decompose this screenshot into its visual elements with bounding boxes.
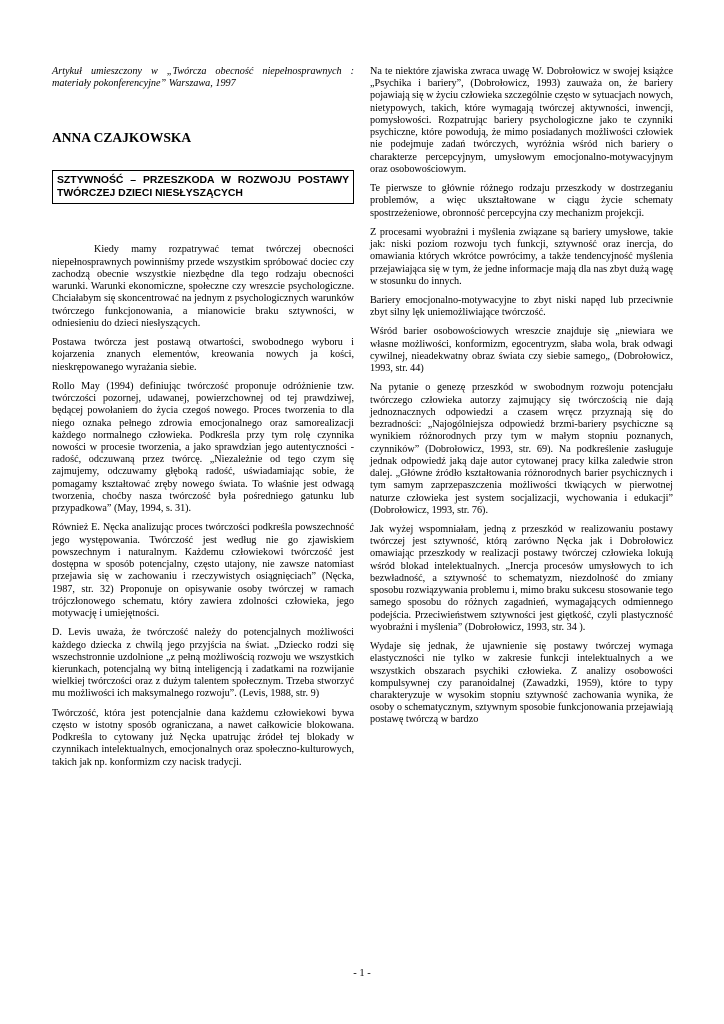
paragraph: Twórczość, która jest potencjalnie dana każdemu człowiekowi bywa często w istotny sposób ograniczana, a nawet całkowicie blokowana. Podkreśla to cytowany już Nęcka upatrując źródeł tej blokady w czynnikach intelektualnych, emocjonalnych oraz społeczno-kulturowych, takich jak np. konformizm czy nacisk tradycji. xyxy=(52,707,354,768)
page-number: - 1 - xyxy=(353,968,371,979)
article-source-note: Artykuł umieszczony w „Twórcza obecność niepełnosprawnych : materiały pokonferencyjne” Warszawa, 1997 xyxy=(52,66,354,90)
paragraph: Na pytanie o genezę przeszkód w swobodnym rozwoju potencjału twórczego człowieka autorzy zajmujący się twórczością nie dają jednoznacznych odpowiedzi a czasem wręcz przyznają się do bezradności: „Najogólniejsza odpowiedź brzmi-bariery psychiczne są wynikiem różnorodnych przy tym w małym stopniu poznanych, czynników” (Dobrołowicz, 1993, str. 69). Na podkreślenie zasługuje jednak odpowiedź jaką daje autor cytowanej pracy kilka zaledwie stron dalej. „Główne źródło kształtowania różnorodnych barier psychicznych i tym samym zaprzepaszczenia możliwości tkwiących w pierwotnej naturze człowieka jest system socjalizacji, wychowania i edukacji” (Dobrołowicz, 1993, str. 76). xyxy=(370,382,673,516)
paragraph: Te pierwsze to głównie różnego rodzaju przeszkody w dostrzeganiu problemów, a więc ukształtowane w ciągu życie schematy spostrzeżeniowe, obronność percepcyjna czy mechanizm projekcji. xyxy=(370,183,673,219)
author-name: ANNA CZAJKOWSKA xyxy=(52,130,192,146)
article-title: SZTYWNOŚĆ – PRZESZKODA W ROZWOJU POSTAWY TWÓRCZEJ DZIECI NIESŁYSZĄCYCH xyxy=(52,170,354,204)
paragraph: Bariery emocjonalno-motywacyjne to zbyt niski napęd lub przeciwnie zbyt silny lęk uniemożliwiające twórczość. xyxy=(370,294,673,319)
paragraph: Wydaje się jednak, że ujawnienie się postawy twórczej wymaga elastyczności nie tylko w zakresie funkcji intelektualnych a we wszystkich obszarach psychiki człowieka. Z analizy osobowości kompulsywnej czy paranoidalnej (Zawadzki, 1959), które to typy charakteryzuje w wysokim stopniu sztywność zachowania wynika, że osoby o schematycznym, sztywnym sposobie funkcjonowania przejawiają postawę twórczą w bardzo xyxy=(370,641,673,726)
paragraph: Jak wyżej wspomniałam, jedną z przeszkód w realizowaniu postawy twórczej jest sztywność, którą zarówno Nęcka jak i Dobrołowicz omawiając przeszkody w realizacji postawy twórczej człowieka lokują wśród blokad intelektualnych. „Inercja procesów umysłowych to ich bezwładność, a sztywność to schematyzm, niezdolność do zmiany sposobu rozwiązywania problemu i, mimo braku sukcesu stosowanie tego samego sposobu do różnych zagadnień, wymagających odmiennego podejścia. Przeciwieństwem sztywności jest giętkość, czyli plastyczność wyobraźni i myślenia” (Dobrołowicz, 1993, str. 34 ). xyxy=(370,523,673,633)
paragraph: Również E. Nęcka analizując proces twórczości podkreśla powszechność jego występowania. Twórczość jest według nie go zjawiskiem powszechnym i naturalnym. Każdemu człowiekowi twórczość jest dostępna w sposób potencjalny, często utajony, nie zawsze natomiast przejawia się w zachowaniu i rzeczywistych osiągnięciach” (Nęcka, 1987, str. 32) Proponuje on opisywanie osoby twórczej w ramach trójczłonowego schematu, który zawiera zdolności człowieka, jego motywację i umiejętności. xyxy=(52,522,354,620)
right-column xyxy=(370,66,673,734)
paragraph: D. Levis uważa, że twórczość należy do potencjalnych możliwości każdego dziecka z chwilą jego przyjścia na świat. „Dziecko rodzi się wszechstronnie uzdolnione „z pełną możliwością rozwoju we wszystkich kierunkach, potencjalną wy bitną inteligencją i zadatkami na rozwijanie wielkiej twórczości oraz z dużym talentem społecznym. Trzeba stworzyć mu możliwości ich maksymalnego rozwoju”. (Levis, 1988, str. 9) xyxy=(52,627,354,700)
paragraph: Postawa twórcza jest postawą otwartości, swobodnego wyboru i kojarzenia znanych elementów, kreowania nowych ja kości, nieskrępowanego wyrażania siebie. xyxy=(52,337,354,373)
paragraph: Kiedy mamy rozpatrywać temat twórczej obecności niepełnosprawnych powinniśmy przede wszystkim spróbować dociec czy zachodzą obecnie wszystkie niezbędne dla tego rodzaju obecności warunki. Warunki ekonomiczne, społeczne czy wreszcie psychologiczne. Chciałabym się skoncentrować na jednym z psychologicznych warunków twórczego funkcjonowania, a mianowicie braku sztywności, w odniesieniu do dzieci niesłyszących. xyxy=(52,244,354,329)
paragraph: Wśród barier osobowościowych wreszcie znajduje się „niewiara we własne możliwości, konformizm, egocentryzm, słaba wola, brak odwagi cywilnej, nieadekwatny obraz świata czy siebie samego„ (Dobrołowicz, 1993, str. 44) xyxy=(370,326,673,375)
paragraph: Na te niektóre zjawiska zwraca uwagę W. Dobrołowicz w swojej książce „Psychika i bariery”, (Dobrołowicz, 1993) zauważa on, że bariery pojawiają się w życiu człowieka szczególnie często w sytuacjach nowych, nietypowych, takich, które wymagają twórczej aktywności, inwencji, pomysłowości. Rozpatrując bariery psychologiczne jako te czynniki psychiczne, które powodują, że mimo posiadanych możliwości człowiek nie podejmuje zadań twórczych, wyróżnia wśród nich bariery o charakterze percepcyjnym, umysłowym emocjonalno-motywacyjnym oraz osobowościowym. xyxy=(370,66,673,175)
left-column xyxy=(52,66,354,776)
paragraph: Rollo May (1994) definiując twórczość proponuje odróżnienie tzw. twórczości pozornej, udawanej, powierzchownej od tej prawdziwej, będącej powołaniem do życia czegoś nowego. Proces tworzenia to dla niego oznaka pełnego zdrowia emocjonalnego oraz samorealizacji każdego normalnego człowieka. Podkreśla przy tym rolę czynnika nowości w procesie tworzenia, a jako sprawdzian jego autentyczności - radość, odczuwaną przez twórcę. „Niezależnie od tego czym się zajmujemy, odczuwamy głęboką radość, uświadamiając sobie, że pomagamy kształtować zręby nowego świata. To właśnie jest odwagą tworzenia, choćby nasza twórczość była pośredniego gatunku lub przypadkowa” (May, 1994, s. 31). xyxy=(52,380,354,515)
paragraph: Z procesami wyobraźni i myślenia związane są bariery umysłowe, takie jak: niski poziom rozwoju tych funkcji, sztywność oraz inercja, do omawiania których wkrótce powrócimy, a także tendencyjność myślenia przejawiająca się w tym, że jedne informacje mają dla nas zbyt dużą wagę w stosunku do innych. xyxy=(370,226,673,287)
